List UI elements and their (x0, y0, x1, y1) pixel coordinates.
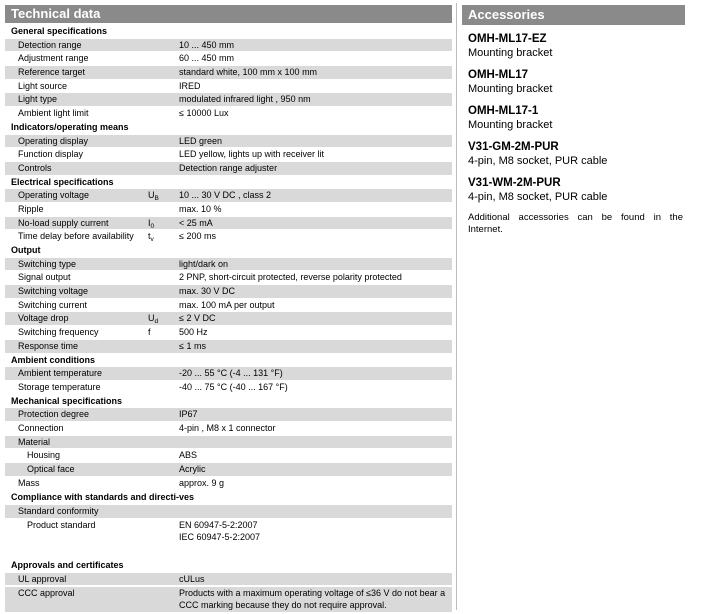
accessories-list (462, 32, 685, 204)
spec-label: Material (18, 436, 51, 447)
spec-sections (5, 25, 452, 490)
spec-symbol (148, 477, 179, 490)
spec-row (5, 477, 452, 491)
spec-row-ul-approval (5, 573, 452, 587)
spec-symbol (148, 463, 179, 476)
spec-row (5, 436, 452, 450)
spec-symbol (148, 107, 179, 120)
spec-symbol (148, 93, 179, 106)
spec-value: 10 ... 30 V DC , class 2 (179, 190, 272, 201)
spec-label: Standard conformity (18, 506, 99, 517)
spec-symbol (148, 449, 179, 462)
spec-symbol (148, 299, 179, 312)
spec-value: -20 ... 55 °C (-4 ... 131 °F) (179, 368, 283, 379)
spec-label: Storage temperature (18, 381, 101, 392)
spec-label: Product standard (27, 520, 96, 531)
spec-label: Operating display (18, 135, 89, 146)
spec-value: 4-pin , M8 x 1 connector (179, 422, 276, 433)
spec-value: < 25 mA (179, 217, 213, 228)
spec-row (5, 135, 452, 149)
spec-label: Response time (18, 340, 79, 351)
spec-label: Voltage drop (18, 313, 69, 324)
spec-row (5, 422, 452, 436)
spec-symbol (148, 422, 179, 435)
spec-row (5, 230, 452, 244)
spec-value: LED yellow, lights up with receiver lit (179, 149, 325, 160)
spec-row (5, 340, 452, 354)
accessory-description: Mounting bracket (468, 83, 553, 95)
spec-symbol (148, 258, 179, 271)
spec-label: No-load supply current (18, 217, 109, 228)
spec-label: Function display (18, 149, 84, 160)
spec-value: 60 ... 450 mm (179, 53, 235, 64)
spec-label: Switching type (18, 258, 77, 269)
spec-row (5, 52, 452, 66)
spec-value: max. 30 V DC (179, 286, 236, 297)
spec-value: cULus (179, 573, 205, 584)
accessory-item (462, 104, 685, 132)
spec-value: 10 ... 450 mm (179, 39, 235, 50)
spec-label: Time delay before availability (18, 231, 134, 242)
spec-symbol (148, 217, 179, 230)
spec-value: Acrylic (179, 464, 206, 474)
technical-data-panel (5, 5, 452, 613)
spec-label: Adjustment range (18, 53, 89, 64)
spec-symbol (148, 135, 179, 148)
spec-value: ≤ 10000 Lux (179, 108, 229, 119)
product-standard-en: EN 60947-5-2:2007 (179, 520, 258, 531)
accessories-note: Additional accessories can be found in the Internet. (468, 212, 683, 235)
spec-row (5, 463, 452, 477)
spec-label: Protection degree (18, 409, 90, 420)
spec-row (5, 148, 452, 162)
spec-row (5, 326, 452, 340)
spec-label: Operating voltage (18, 190, 90, 201)
spec-value: ABS (179, 450, 198, 461)
accessory-item (462, 68, 685, 96)
accessories-title: Accessories (462, 5, 685, 25)
column-divider (456, 3, 457, 610)
spec-row (5, 408, 452, 422)
spec-value: standard white, 100 mm x 100 mm (179, 67, 318, 78)
spec-symbol (148, 148, 179, 161)
spec-label: Housing (27, 450, 61, 461)
spec-row (5, 66, 452, 80)
spec-symbol (148, 203, 179, 216)
spec-symbol (148, 381, 179, 394)
spec-label: Detection range (18, 39, 82, 50)
spec-row (5, 258, 452, 272)
spec-label: Switching frequency (18, 327, 99, 338)
spec-symbol (148, 312, 179, 325)
spec-row (5, 271, 452, 285)
spec-value: IRED (179, 80, 201, 91)
accessory-description: 4-pin, M8 socket, PUR cable (468, 155, 608, 167)
spec-value: -40 ... 75 °C (-40 ... 167 °F) (179, 381, 288, 392)
spec-label: Light type (18, 94, 58, 105)
spec-row-standard-conformity (5, 505, 452, 519)
spec-value: LED green (179, 135, 223, 146)
spec-symbol (148, 326, 179, 339)
section-heading: Electrical specifications (5, 176, 452, 190)
accessory-item (462, 32, 685, 60)
spec-symbol-subscript: 0 (150, 222, 155, 230)
spec-symbol-letter: U (148, 190, 155, 201)
spec-value: Products with a maximum operating voltage of ≤36 V do not bear a CCC marking because they do not require approval. (179, 588, 446, 610)
spec-row (5, 381, 452, 395)
spec-row-product-standard (5, 519, 452, 545)
spec-row (5, 80, 452, 94)
spec-label: Signal output (18, 272, 71, 283)
spec-value: IP67 (179, 409, 198, 420)
spec-symbol (148, 52, 179, 65)
spec-value: ≤ 200 ms (179, 231, 216, 242)
spec-value (179, 520, 452, 543)
spec-row (5, 162, 452, 176)
spec-label: UL approval (18, 573, 67, 584)
spec-label: Switching current (18, 299, 88, 310)
spec-value: ≤ 1 ms (179, 340, 206, 351)
spec-symbol (148, 230, 179, 243)
spec-value: 2 PNP, short-circuit protected, reverse polarity protected (179, 272, 402, 283)
spec-label: Mass (18, 477, 40, 488)
spec-label: Ambient light limit (18, 108, 89, 119)
section-heading: Ambient conditions (5, 354, 452, 368)
section-heading: Output (5, 244, 452, 258)
spec-value: max. 10 % (179, 203, 222, 214)
accessory-item (462, 176, 685, 204)
spec-row (5, 93, 452, 107)
spec-value: modulated infrared light , 950 nm (179, 94, 311, 105)
spec-symbol-letter: I (148, 217, 151, 228)
spec-value (179, 436, 452, 449)
spec-symbol (148, 39, 179, 52)
spec-row-ccc-approval (5, 587, 452, 613)
spec-label: Reference target (18, 67, 86, 78)
spec-symbol-letter: U (148, 313, 155, 324)
spec-row (5, 39, 452, 53)
accessory-item (462, 140, 685, 168)
spec-symbol (148, 340, 179, 353)
spec-row (5, 312, 452, 326)
spec-value: max. 100 mA per output (179, 299, 275, 310)
spec-row (5, 449, 452, 463)
spec-symbol (148, 408, 179, 421)
spec-label: Controls (18, 162, 52, 173)
spec-value: 500 Hz (179, 327, 208, 338)
accessory-description: Mounting bracket (468, 47, 553, 59)
accessory-code: OMH-ML17 (468, 69, 529, 81)
spec-label: Ambient temperature (18, 368, 103, 379)
accessory-code: OMH-ML17-EZ (468, 33, 547, 45)
spec-symbol-subscript: v (150, 236, 154, 244)
spec-symbol (148, 66, 179, 79)
spec-row (5, 107, 452, 121)
spec-value: approx. 9 g (179, 477, 225, 488)
spec-symbol-subscript: B (154, 195, 159, 203)
spec-row (5, 189, 452, 203)
compliance-heading: Compliance with standards and directi-ves (5, 490, 452, 505)
spec-value: ≤ 2 V DC (179, 313, 216, 324)
spec-symbol-letter: t (148, 231, 151, 242)
spec-value: light/dark on (179, 258, 229, 269)
spec-label: Connection (18, 422, 64, 433)
approvals-heading: Approvals and certificates (5, 559, 452, 573)
spec-symbol (148, 80, 179, 93)
accessory-code: OMH-ML17-1 (468, 105, 539, 117)
accessory-description: Mounting bracket (468, 119, 553, 131)
spec-label: Switching voltage (18, 286, 89, 297)
spec-row (5, 217, 452, 231)
section-heading: Indicators/operating means (5, 121, 452, 135)
spec-label: Ripple (18, 203, 44, 214)
spec-symbol (148, 162, 179, 175)
spec-symbol-letter: f (148, 327, 151, 338)
spec-symbol (148, 189, 179, 202)
spec-symbol (148, 367, 179, 380)
spec-row (5, 367, 452, 381)
spec-symbol (148, 271, 179, 284)
accessory-description: 4-pin, M8 socket, PUR cable (468, 191, 608, 203)
spec-row (5, 203, 452, 217)
spec-label: Optical face (27, 464, 75, 474)
spec-label: Light source (18, 80, 68, 91)
technical-data-title: Technical data (5, 5, 452, 23)
spec-row (5, 285, 452, 299)
product-standard-iec: IEC 60947-5-2:2007 (179, 531, 261, 542)
accessories-panel (462, 5, 685, 236)
section-heading: Mechanical specifications (5, 395, 452, 409)
section-heading: General specifications (5, 25, 452, 39)
spec-value: Detection range adjuster (179, 162, 278, 173)
spec-symbol-subscript: d (154, 318, 159, 326)
spec-row (5, 299, 452, 313)
spec-symbol (148, 285, 179, 298)
spec-label: CCC approval (18, 588, 75, 599)
accessory-code: V31-WM-2M-PUR (468, 177, 561, 189)
accessory-code: V31-GM-2M-PUR (468, 141, 559, 153)
spec-symbol (148, 436, 179, 449)
